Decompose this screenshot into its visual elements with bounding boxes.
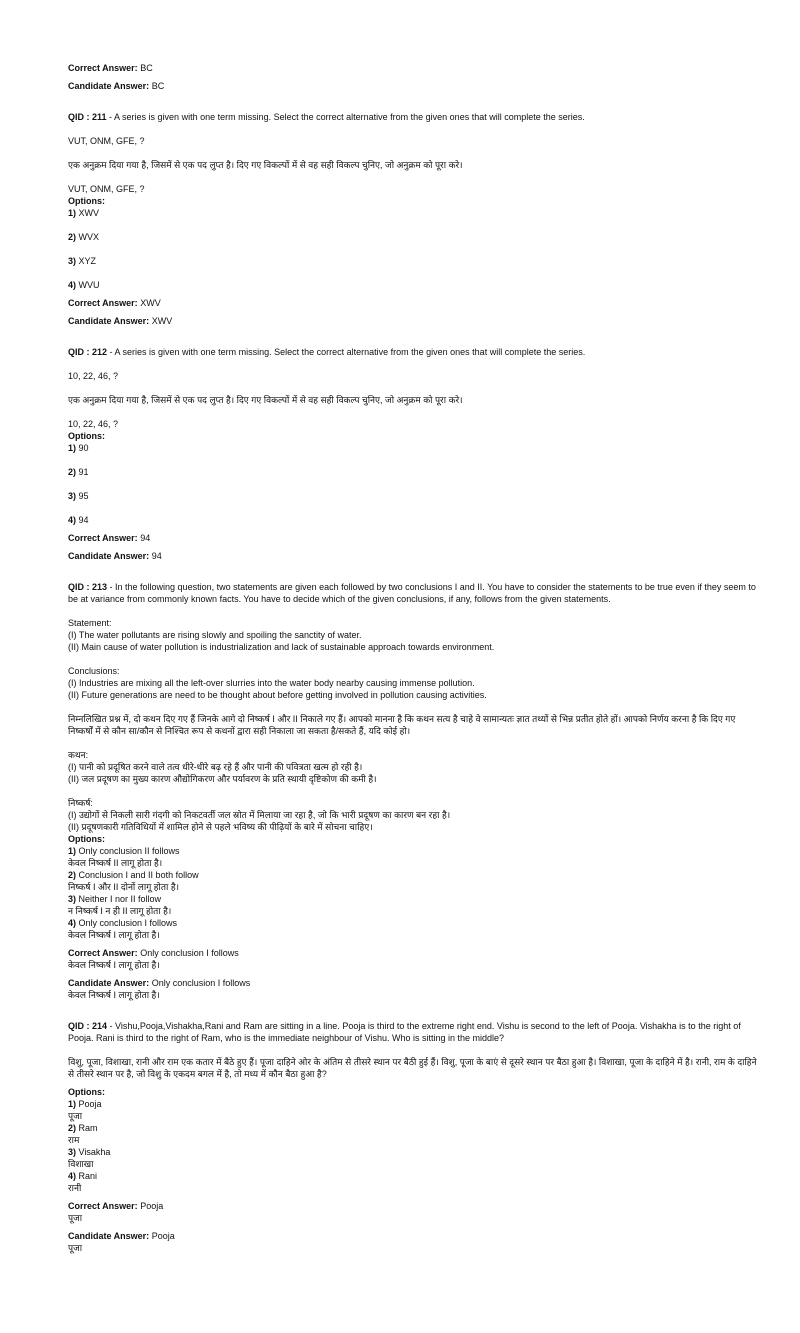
- correct-answer-value: Only conclusion I follows: [140, 948, 239, 958]
- option-number: 3): [68, 256, 77, 266]
- option-1: [68, 207, 760, 219]
- candidate-answer-hi: केवल निष्कर्ष I लागू होता है।: [68, 990, 160, 1000]
- correct-answer-label: Correct Answer:: [68, 63, 138, 73]
- option-1: [68, 442, 760, 454]
- option-3: [68, 893, 760, 905]
- option-number: 4): [68, 515, 77, 525]
- candidate-answer-label: Candidate Answer:: [68, 978, 150, 988]
- options-label: Options:: [68, 1087, 105, 1097]
- option-number: 2): [68, 870, 77, 880]
- option-3: [68, 490, 760, 502]
- correct-answer: [68, 297, 760, 309]
- question-text-en: [68, 111, 760, 123]
- correct-answer-label: Correct Answer:: [68, 298, 138, 308]
- statement-label-hi: कथन:: [68, 750, 89, 760]
- qid-label: QID : 212: [68, 347, 108, 357]
- option-text: WVU: [76, 280, 100, 290]
- option-3-hi: विशाखा: [68, 1159, 94, 1169]
- question-en: - A series is given with one term missing. Select the correct alternative from the given ones that will complete the series.: [106, 112, 585, 122]
- statement-1: (I) The water pollutants are rising slowly and spoiling the sanctity of water.: [68, 630, 362, 640]
- option-number: 3): [68, 1147, 77, 1157]
- correct-answer-value: XWV: [140, 298, 161, 308]
- option-4: [68, 1170, 760, 1182]
- question-213: [68, 581, 760, 1001]
- question-text-hi: एक अनुक्रम दिया गया है, जिसमें से एक पद लुप्त है। दिए गए विकल्पों में से वह सही विकल्प चुनिए, जो अनुक्रम को पूरा करे।: [68, 160, 463, 170]
- conclusion-2-hi: (II) प्रदूषणकारी गतिविधियों में शामिल होने से पहले भविष्य की पीढ़ियों के बारे में सोचना चाहिए।: [68, 822, 373, 832]
- correct-answer-value: Pooja: [140, 1201, 164, 1211]
- qid-label: QID : 214: [68, 1021, 108, 1031]
- option-text: Ram: [76, 1123, 98, 1133]
- options-label: Options:: [68, 431, 105, 441]
- candidate-answer: [68, 550, 760, 562]
- correct-answer-label: Correct Answer:: [68, 1201, 138, 1211]
- option-text: Visakha: [76, 1147, 111, 1157]
- option-4: [68, 279, 760, 291]
- conclusions-label: Conclusions:: [68, 666, 120, 676]
- option-text: Only conclusion I follows: [76, 918, 178, 928]
- option-2: [68, 869, 760, 881]
- option-2: [68, 231, 760, 243]
- candidate-answer-label: Candidate Answer:: [68, 81, 150, 91]
- correct-answer-value: 94: [140, 533, 151, 543]
- question-en: - In the following question, two statements are given each followed by two conclusions I and II. You have to consider the statements to be true even if they seem to be at variance from commonly known facts. You have to decide which of the given conclusions, if any, follows from the given statements.: [68, 582, 759, 604]
- option-2: [68, 1122, 760, 1134]
- option-3-hi: न निष्कर्ष I न ही II लागू होता है।: [68, 906, 172, 916]
- candidate-answer-value: BC: [151, 81, 165, 91]
- question-text-hi: विशु, पूजा, विशाखा, रानी और राम एक कतार में बैठे हुए हैं। पूजा दाहिने ओर के अंतिम से तीसरे स्थान पर बैठी हुई हैं। विशु, पूजा के बाएं से दूसरे स्थान पर बैठा हुआ है। विशाखा, पूजा के दाहिने में है। रानी, राम के दाहिने से तीसरे स्थान पर है, जो विशु के एकदम बगल में है, तो मध्य में कौन बैठा हुआ है?: [68, 1057, 760, 1079]
- candidate-answer-value: Pooja: [151, 1231, 175, 1241]
- candidate-answer-hi: पूजा: [68, 1243, 83, 1253]
- question-211: [68, 111, 760, 327]
- conclusion-2: (II) Future generations are need to be thought about before getting involved in pollution causing activities.: [68, 690, 487, 700]
- option-4: [68, 514, 760, 526]
- question-text-en: [68, 346, 760, 358]
- candidate-answer-value: XWV: [151, 316, 173, 326]
- question-212: [68, 346, 760, 562]
- option-text: Conclusion I and II both follow: [76, 870, 199, 880]
- option-4: [68, 917, 760, 929]
- options-label: Options:: [68, 834, 105, 844]
- option-number: 2): [68, 232, 77, 242]
- qid-label: QID : 213: [68, 582, 108, 592]
- option-2: [68, 466, 760, 478]
- option-number: 1): [68, 1099, 77, 1109]
- option-1-hi: पूजा: [68, 1111, 83, 1121]
- statement-label: Statement:: [68, 618, 112, 628]
- option-4-hi: रानी: [68, 1183, 82, 1193]
- correct-answer: [68, 947, 760, 959]
- conclusion-1: (I) Industries are mixing all the left-over slurries into the water body nearby causing immense pollution.: [68, 678, 475, 688]
- question-text-hi: निम्नलिखित प्रश्न में, दो कथन दिए गए हैं जिनके आगे दो निष्कर्ष I और II निकाले गए हैं। आपको मानना है कि कथन सत्य है चाहे वे सामान्यतः ज्ञात तथ्यों से भिन्न प्रतीत होते हों। आपको निर्णय करना है कि दिए गए निष्कर्षों में से कौन सा/कौन से निश्चित रूप से कथनों द्वारा सही निकाला जा सकता है/सकते हैं, यदि कोई हो।: [68, 714, 738, 736]
- candidate-answer: [68, 315, 760, 327]
- series-en: 10, 22, 46, ?: [68, 371, 119, 381]
- series-en: VUT, ONM, GFE, ?: [68, 136, 145, 146]
- candidate-answer-label: Candidate Answer:: [68, 1231, 150, 1241]
- option-number: 3): [68, 894, 77, 904]
- correct-answer-hi: पूजा: [68, 1213, 83, 1223]
- candidate-answer: [68, 977, 760, 989]
- option-text: WVX: [76, 232, 100, 242]
- option-number: 1): [68, 443, 77, 453]
- question-text-en: [68, 581, 760, 605]
- option-text: XWV: [76, 208, 100, 218]
- conclusion-1-hi: (I) उद्योगों से निकली सारी गंदगी को निकटवर्ती जल स्रोत में मिलाया जा रहा है, जो कि भारी प्रदूषण का कारण बन रहा है।: [68, 810, 451, 820]
- option-text: Pooja: [76, 1099, 102, 1109]
- option-3: [68, 1146, 760, 1158]
- candidate-answer-label: Candidate Answer:: [68, 551, 150, 561]
- correct-answer-label: Correct Answer:: [68, 533, 138, 543]
- option-text: 95: [76, 491, 89, 501]
- option-number: 2): [68, 1123, 77, 1133]
- option-text: Neither I nor II follow: [76, 894, 162, 904]
- series-hi: 10, 22, 46, ?: [68, 419, 119, 429]
- correct-answer: [68, 532, 760, 544]
- candidate-answer-value: 94: [151, 551, 162, 561]
- question-text-en: [68, 1020, 760, 1044]
- option-number: 2): [68, 467, 77, 477]
- question-text-hi: एक अनुक्रम दिया गया है, जिसमें से एक पद लुप्त है। दिए गए विकल्पों में से वह सही विकल्प चुनिए, जो अनुक्रम को पूरा करे।: [68, 395, 463, 405]
- option-1: [68, 1098, 760, 1110]
- option-2-hi: निष्कर्ष I और II दोनों लागू होता है।: [68, 882, 180, 892]
- option-text: 91: [76, 467, 89, 477]
- question-214: [68, 1020, 760, 1254]
- option-number: 4): [68, 1171, 77, 1181]
- option-1: [68, 845, 760, 857]
- option-number: 4): [68, 280, 77, 290]
- candidate-answer-value: Only conclusion I follows: [151, 978, 251, 988]
- qid-label: QID : 211: [68, 112, 107, 122]
- statement-2: (II) Main cause of water pollution is industrialization and lack of sustainable approach towards environment.: [68, 642, 495, 652]
- option-text: 90: [76, 443, 89, 453]
- option-text: Rani: [76, 1171, 98, 1181]
- option-number: 1): [68, 846, 77, 856]
- correct-answer-value: BC: [140, 63, 153, 73]
- question-en: - Vishu,Pooja,Vishakha,Rani and Ram are sitting in a line. Pooja is third to the extreme right end. Vishu is second to the left of Pooja. Vishakha is to the right of Pooja. Rani is third to the right of Ram, who is the immediate neighbour of Vishu. Who is sitting in the middle?: [68, 1021, 744, 1043]
- option-2-hi: राम: [68, 1135, 80, 1145]
- prev-correct-answer: [68, 62, 760, 74]
- option-text: XYZ: [76, 256, 97, 266]
- question-en: - A series is given with one term missing. Select the correct alternative from the given ones that will complete the series.: [107, 347, 586, 357]
- statement-2-hi: (II) जल प्रदूषण का मुख्य कारण औद्योगिकरण और पर्यावरण के प्रति स्थायी दृष्टिकोण की कमी है।: [68, 774, 377, 784]
- correct-answer-label: Correct Answer:: [68, 948, 138, 958]
- correct-answer: [68, 1200, 760, 1212]
- conclusions-label-hi: निष्कर्ष:: [68, 798, 93, 808]
- option-number: 3): [68, 491, 77, 501]
- series-hi: VUT, ONM, GFE, ?: [68, 184, 145, 194]
- option-1-hi: केवल निष्कर्ष II लागू होता है।: [68, 858, 163, 868]
- options-label: Options:: [68, 196, 105, 206]
- option-number: 1): [68, 208, 77, 218]
- prev-candidate-answer: [68, 80, 760, 92]
- option-number: 4): [68, 918, 77, 928]
- candidate-answer: [68, 1230, 760, 1242]
- statement-1-hi: (I) पानी को प्रदूषित करने वाले तत्व धीरे-धीरे बढ़ रहे हैं और पानी की पवित्रता खत्म हो रही है।: [68, 762, 363, 772]
- correct-answer-hi: केवल निष्कर्ष I लागू होता है।: [68, 960, 160, 970]
- option-4-hi: केवल निष्कर्ष I लागू होता है।: [68, 930, 160, 940]
- candidate-answer-label: Candidate Answer:: [68, 316, 150, 326]
- option-text: 94: [76, 515, 89, 525]
- option-text: Only conclusion II follows: [76, 846, 180, 856]
- option-3: [68, 255, 760, 267]
